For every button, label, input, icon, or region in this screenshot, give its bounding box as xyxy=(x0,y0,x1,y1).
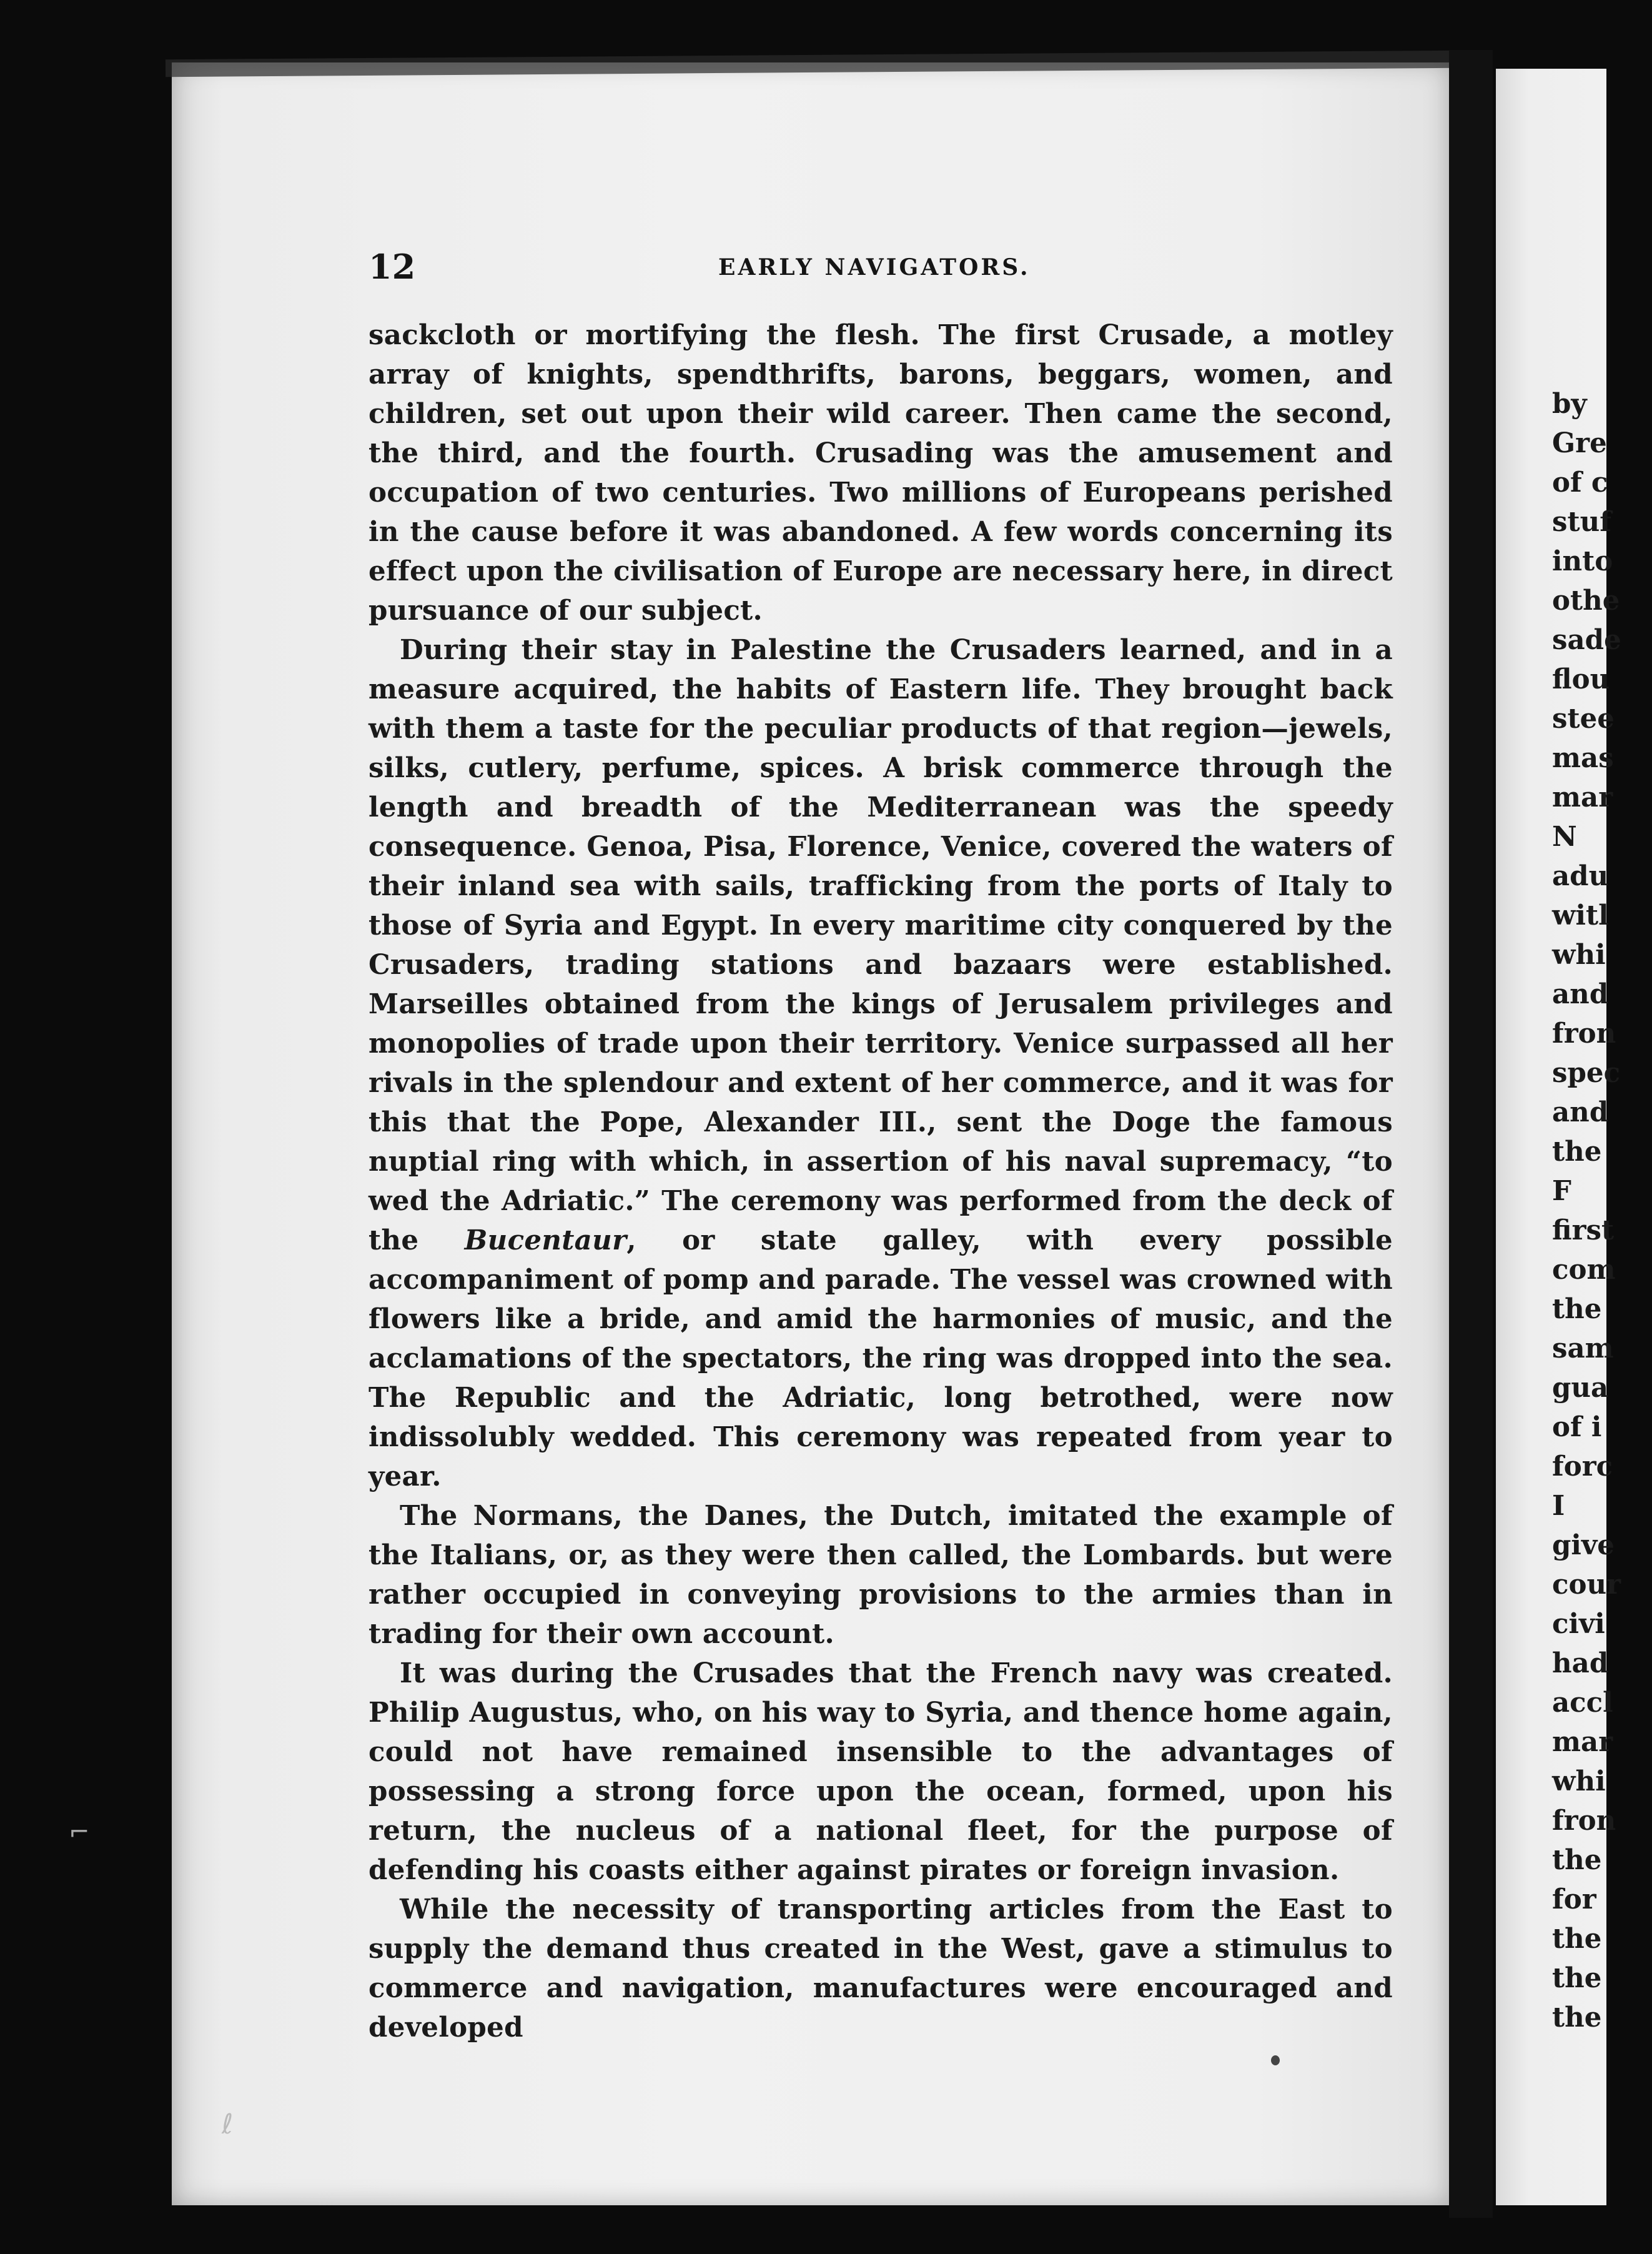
right-page xyxy=(1496,69,1621,2205)
right-page-line: Gre xyxy=(1552,427,1607,459)
right-page-line: civi xyxy=(1552,1608,1605,1640)
paragraph-continuation: , or state galley, with every possible accompaniment of pomp and parade. The vessel was crowned with flowers like a bride, and amid the harmonies of music, and the acclamations of the spectators, the ring was dropped into the sea. The Republic and the Adriatic, long betrothed, were now indissolubly wedded. This ceremony was repeated from year to year. xyxy=(368,1224,1393,1492)
book-gutter xyxy=(1449,50,1493,2218)
ship-name: Bucentaur xyxy=(464,1224,627,1256)
right-page-line: fron xyxy=(1552,1018,1616,1050)
right-page-line: into xyxy=(1552,545,1613,577)
right-page-line: I xyxy=(1552,1490,1565,1522)
right-page-line: had xyxy=(1552,1647,1609,1679)
right-page-line: adu xyxy=(1552,860,1609,892)
paragraph: The Normans, the Danes, the Dutch, imitated the example of the Italians, or, as they were then called, the Lombards. but were rather occupied in conveying provisions to the armies than in trading for their own account. xyxy=(368,1500,1393,1650)
right-page-line: witl xyxy=(1552,900,1609,931)
right-page-line: the xyxy=(1552,1923,1602,1955)
right-page-line: and xyxy=(1552,1096,1609,1128)
running-title: EARLY NAVIGATORS. xyxy=(718,254,1031,281)
right-page-line: sade xyxy=(1552,624,1621,656)
right-page-line: N xyxy=(1552,821,1577,853)
right-page-line: mar xyxy=(1552,782,1613,813)
right-page-line: cour xyxy=(1552,1569,1621,1601)
running-head xyxy=(368,247,1412,287)
paragraph-text: During their stay in Palestine the Crusaders learned, and in a measure acquired, the habits of Eastern life. They brought back with them a taste for the peculiar products of that region—jewels, silks, cutlery, perfume, spices. A brisk commerce through the length and breadth of the Mediterranean was the speedy consequence. Genoa, Pisa, Florence, Venice, covered the waters of their inland sea with sails, trafficking from the ports of Italy to those of Syria and Egypt. In every maritime city conquered by the Crusaders, trading stations and bazaars were established. Marseilles obtained from the kings of Jerusalem privileges and monopolies of trade upon their territory. Venice surpassed all her rivals in the splendour and extent of her commerce, and it was for this that the Pope, Alexander III., sent the Doge the famous nuptial ring with which, in assertion of his naval supremacy, “to wed the Adriatic.” The ceremony was performed from the deck of the xyxy=(368,634,1393,1256)
right-page-line: by xyxy=(1552,388,1587,420)
paragraph xyxy=(368,630,1393,1496)
paragraph: sackcloth or mortifying the flesh. The first Crusade, a motley array of knights, spendthrifts, barons, beggars, women, and children, set out upon their wild career. Then came the second, the third, and the fourth. Crusading was the amusement and occupation of two centuries. Two millions of Europeans perished in the cause before it was abandoned. A few words concerning its effect upon the civilisation of Europe are necessary here, in direct pursuance of our subject. xyxy=(368,319,1393,627)
right-page-text xyxy=(1552,384,1652,2037)
right-page-line: spec xyxy=(1552,1057,1621,1089)
right-page-line: whi xyxy=(1552,1765,1606,1797)
paragraph: It was during the Crusades that the French navy was created. Philip Augustus, who, on his way to Syria, and thence home again, could not have remained insensible to the advantages of possessing a strong force upon the ocean, formed, upon his return, the nucleus of a national fleet, for the purpose of defending his coasts either against pirates or foreign invasion. xyxy=(368,1657,1393,1886)
right-page-line: F xyxy=(1552,1175,1571,1207)
main-text xyxy=(368,315,1393,2047)
right-page-line: whi xyxy=(1552,939,1606,971)
right-page-line: the xyxy=(1552,1136,1602,1168)
page-number: 12 xyxy=(368,247,416,287)
right-page-line: com xyxy=(1552,1254,1616,1286)
right-page-line: the xyxy=(1552,1962,1602,1994)
right-page-line: and xyxy=(1552,978,1609,1010)
right-page-line: mar xyxy=(1552,1726,1613,1758)
right-page-line: accl xyxy=(1552,1687,1613,1719)
right-page-line: stuf xyxy=(1552,506,1611,538)
right-page-line: fron xyxy=(1552,1805,1616,1837)
corner-mark: ℓ xyxy=(222,2108,234,2140)
right-page-line: the xyxy=(1552,2002,1602,2033)
right-page-line: first xyxy=(1552,1214,1615,1246)
right-page-line: sam xyxy=(1552,1333,1614,1364)
right-page-line: of i xyxy=(1552,1411,1602,1443)
right-page-line: give xyxy=(1552,1529,1615,1561)
paragraph: While the necessity of transporting articles from the East to supply the demand thus created in the West, gave a stimulus to commerce and navigation, manufactures were encouraged and developed xyxy=(368,1894,1393,2043)
ink-speck xyxy=(1271,2055,1280,2065)
right-page-line: flou xyxy=(1552,663,1610,695)
margin-mark: ⌐ xyxy=(69,1818,90,1847)
right-page-line: othe xyxy=(1552,585,1620,617)
right-page-line: the xyxy=(1552,1844,1602,1876)
right-page-line: of c xyxy=(1552,467,1608,499)
right-page-line: the xyxy=(1552,1293,1602,1325)
right-page-line: gua xyxy=(1552,1372,1609,1404)
right-page-line: stee xyxy=(1552,703,1615,735)
right-page-line: mas xyxy=(1552,742,1614,774)
right-page-line: for xyxy=(1552,1884,1596,1915)
right-page-line: forc xyxy=(1552,1451,1613,1482)
